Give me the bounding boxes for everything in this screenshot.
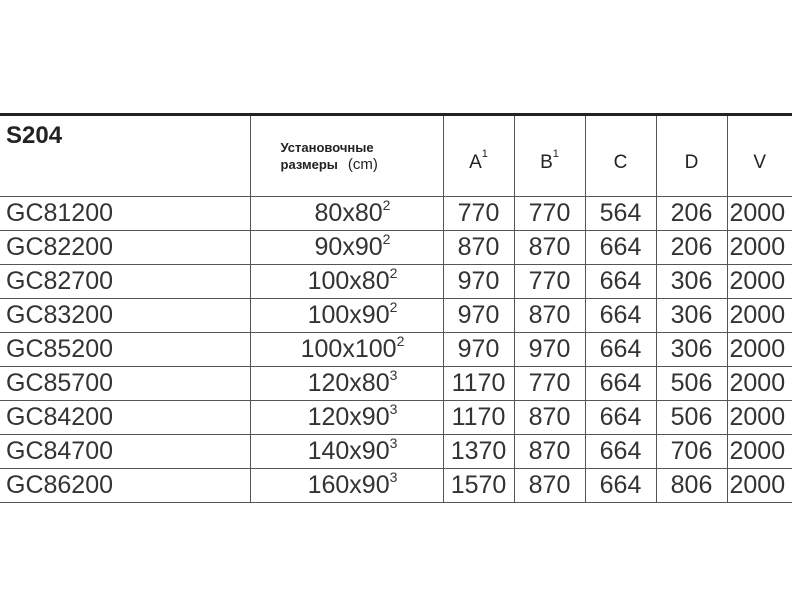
table-row — [0, 367, 792, 401]
a-cell: 770 — [443, 197, 514, 231]
size-cell: $90x90^2$ — [250, 231, 443, 265]
a-cell: 1170 — [443, 367, 514, 401]
size-cell: $120x80^3$ — [250, 367, 443, 401]
c-cell: 564 — [585, 197, 656, 231]
column-header-b: $B^1$ — [514, 115, 585, 197]
c-cell: 664 — [585, 469, 656, 503]
size-header-line1: Установочные — [280, 140, 374, 155]
d-cell: 306 — [656, 299, 727, 333]
table-row — [0, 469, 792, 503]
c-cell: 664 — [585, 401, 656, 435]
v-cell: 2000 — [727, 435, 792, 469]
table-row — [0, 231, 792, 265]
a-cell: 970 — [443, 333, 514, 367]
v-cell: 2000 — [727, 333, 792, 367]
size-column-header — [250, 115, 443, 197]
size-cell: $80x80^2$ — [250, 197, 443, 231]
v-cell: 2000 — [727, 231, 792, 265]
a-cell: 870 — [443, 231, 514, 265]
column-header-v: V — [727, 115, 792, 197]
table-row — [0, 197, 792, 231]
d-cell: 506 — [656, 367, 727, 401]
c-cell: 664 — [585, 231, 656, 265]
size-header-unit: (cm) — [347, 156, 378, 173]
c-cell: 664 — [585, 367, 656, 401]
spec-table — [0, 113, 792, 503]
d-cell: 706 — [656, 435, 727, 469]
c-cell: 664 — [585, 299, 656, 333]
d-cell: 806 — [656, 469, 727, 503]
model-cell: GC85700 — [0, 367, 250, 401]
v-cell: 2000 — [727, 401, 792, 435]
b-cell: 870 — [514, 231, 585, 265]
model-cell: GC84700 — [0, 435, 250, 469]
a-cell: 970 — [443, 299, 514, 333]
d-cell: 206 — [656, 197, 727, 231]
a-cell: 970 — [443, 265, 514, 299]
d-cell: 306 — [656, 265, 727, 299]
table-row — [0, 401, 792, 435]
c-cell: 664 — [585, 435, 656, 469]
b-cell: 870 — [514, 299, 585, 333]
v-cell: 2000 — [727, 299, 792, 333]
size-cell: $100x80^2$ — [250, 265, 443, 299]
b-cell: 870 — [514, 435, 585, 469]
v-cell: 2000 — [727, 265, 792, 299]
v-cell: 2000 — [727, 367, 792, 401]
a-cell: 1370 — [443, 435, 514, 469]
b-cell: 770 — [514, 265, 585, 299]
b-cell: 770 — [514, 367, 585, 401]
a-cell: 1170 — [443, 401, 514, 435]
d-cell: 206 — [656, 231, 727, 265]
b-cell: 870 — [514, 401, 585, 435]
table-row — [0, 435, 792, 469]
model-cell: GC84200 — [0, 401, 250, 435]
model-cell: GC85200 — [0, 333, 250, 367]
b-cell: 770 — [514, 197, 585, 231]
a-cell: 1570 — [443, 469, 514, 503]
size-cell: $100x100^2$ — [250, 333, 443, 367]
table-title: S204 — [0, 115, 250, 197]
d-cell: 306 — [656, 333, 727, 367]
size-cell: $160x90^3$ — [250, 469, 443, 503]
b-cell: 870 — [514, 469, 585, 503]
size-cell: $140x90^3$ — [250, 435, 443, 469]
size-cell: $100x90^2$ — [250, 299, 443, 333]
v-cell: 2000 — [727, 197, 792, 231]
b-cell: 970 — [514, 333, 585, 367]
column-header-c: C — [585, 115, 656, 197]
model-cell: GC82200 — [0, 231, 250, 265]
column-header-a: $A^1$ — [443, 115, 514, 197]
table-row — [0, 265, 792, 299]
c-cell: 664 — [585, 265, 656, 299]
table-row — [0, 299, 792, 333]
column-header-d: D — [656, 115, 727, 197]
model-cell: GC83200 — [0, 299, 250, 333]
c-cell: 664 — [585, 333, 656, 367]
size-cell: $120x90^3$ — [250, 401, 443, 435]
spec-table-container — [0, 113, 800, 503]
table-row — [0, 333, 792, 367]
header-row — [0, 115, 792, 197]
model-cell: GC82700 — [0, 265, 250, 299]
d-cell: 506 — [656, 401, 727, 435]
size-header-line2: размеры — [280, 157, 338, 172]
v-cell: 2000 — [727, 469, 792, 503]
model-cell: GC81200 — [0, 197, 250, 231]
model-cell: GC86200 — [0, 469, 250, 503]
